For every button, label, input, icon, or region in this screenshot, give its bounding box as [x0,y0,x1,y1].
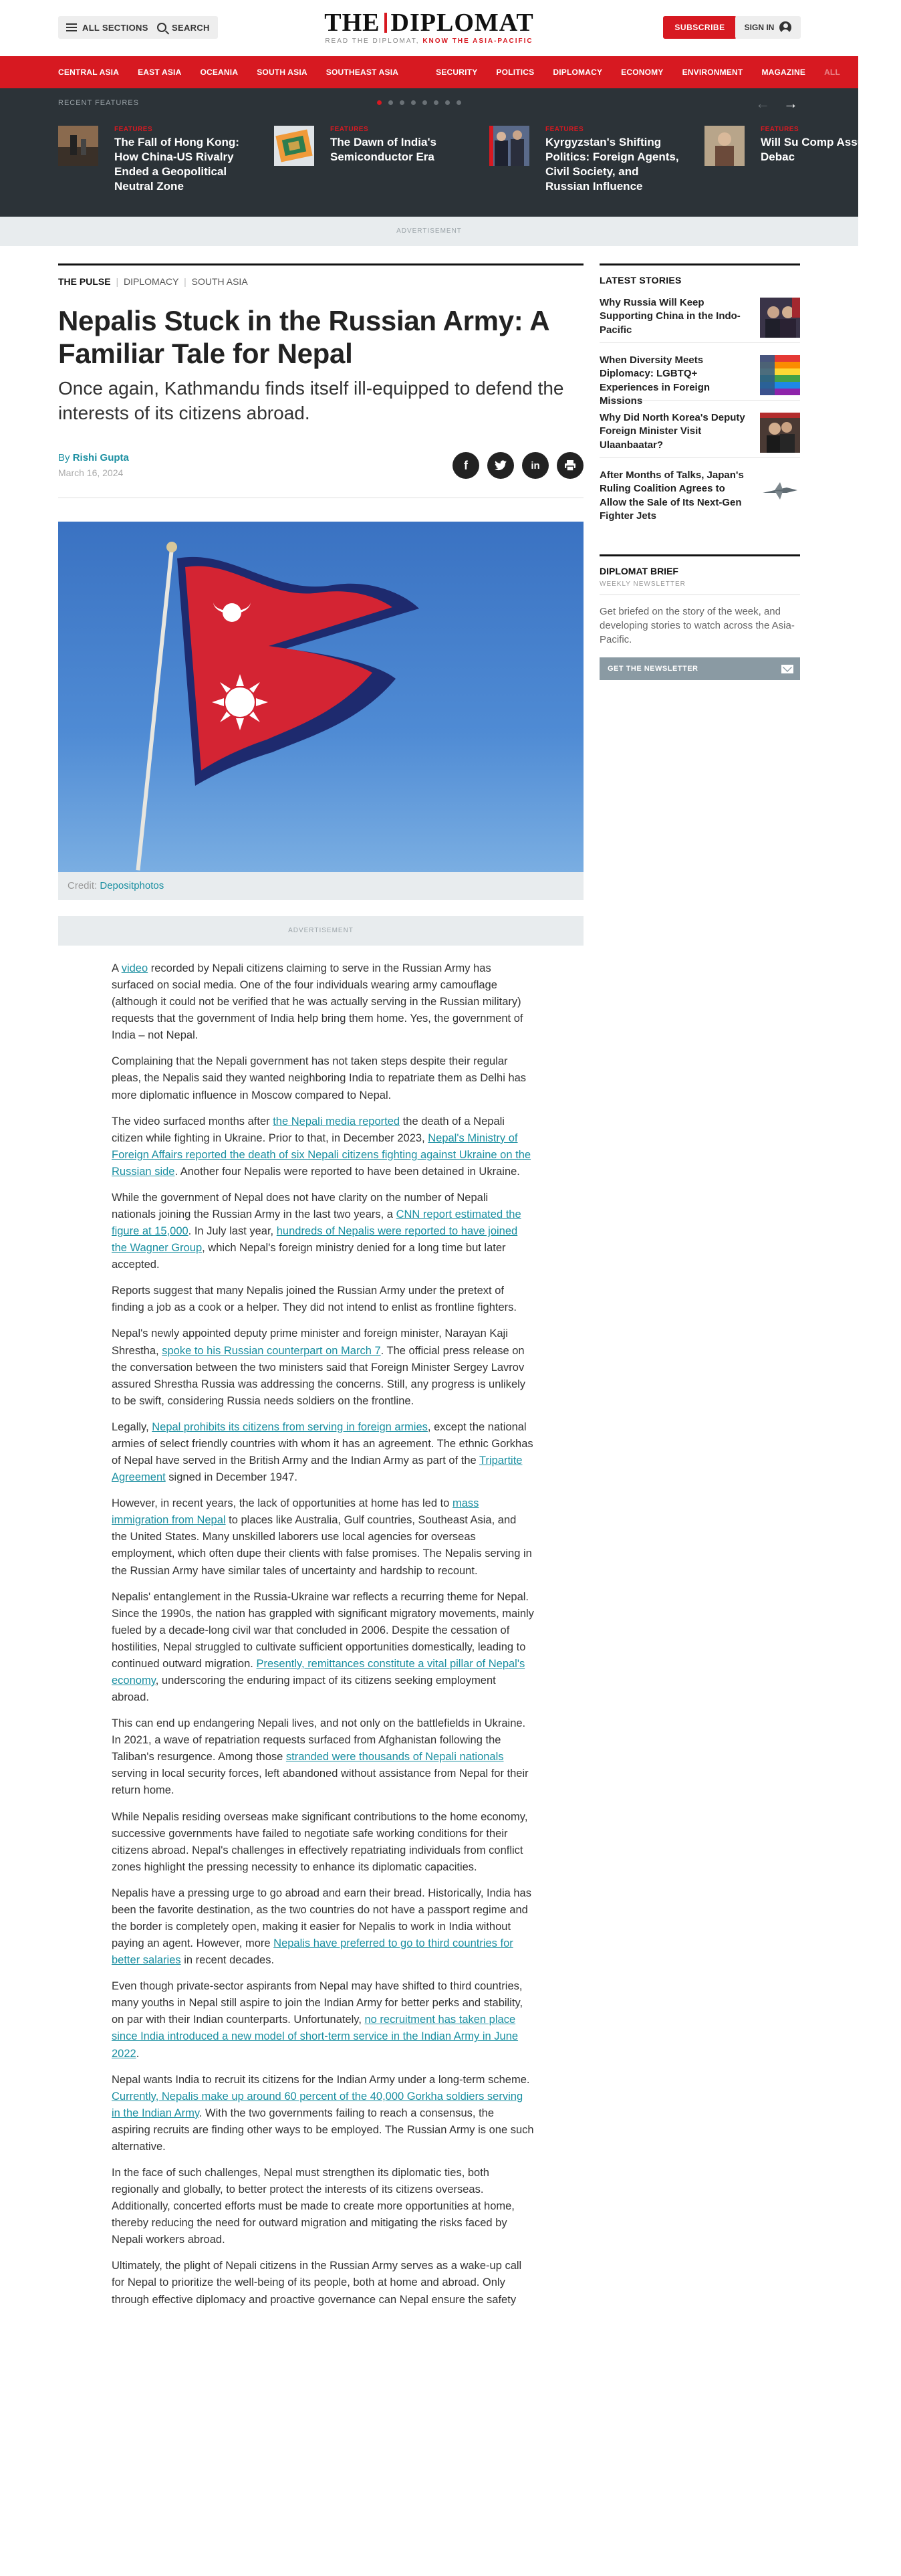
recent-features [0,88,875,217]
user-icon [779,21,791,33]
brief-subheading: WEEKLY NEWSLETTER [600,580,686,588]
nav-item-magazine[interactable]: MAGAZINE [761,68,806,77]
story-title[interactable]: After Months of Talks, Japan's Ruling Coalition Agrees to Allow the Sale of Its Next-Gen Fighter Jets [600,469,744,522]
feature-card[interactable] [704,126,898,206]
article-topics [58,263,584,287]
article-body [112,960,534,2318]
inline-link[interactable]: the Nepali media reported [273,1115,400,1128]
body-paragraph: Complaining that the Nepali government has not taken steps despite their regular pleas, the Nepalis said they wanted neighboring India to repatriate them as Delhi has more diplomatic influence in Moscow compared to Nepal. [112,1055,527,1101]
carousel-dot[interactable] [434,100,438,105]
print-icon[interactable] [557,452,584,479]
body-paragraph: However, in recent years, the lack of opportunities at home has led to mass immigration from Nepal to places like Australia, Gulf countries, Southeast Asia, and the United States. Many unskilled laborers use local agencies for overseas employment, which often dupe their clients with false promises. The Nepalis serving in the Russian Army have similar tales of uncertainty and hardship to recount. [112,1497,532,1577]
body-paragraph: Even though private-sector aspirants from Nepal may have shifted to third countries, many youths in Nepal still aspire to join the Indian Army for better perks and stability, on par with their Indian counterparts. Unfortunately, no recruitment has taken place since India introduced a new model of short-term service in the Indian Army in June 2022. [112,1980,523,2060]
section-link[interactable]: THE PULSE [58,276,111,287]
latest-story[interactable] [600,401,800,458]
body-paragraph: While Nepalis residing overseas make significant contributions to the home economy, successive governments have failed to negotiate safe working conditions for their citizens abroad. Nepal's challenges in effectively repatriating individuals from conflict zones highlight the pressing necessity to enhance its diplomatic capacities. [112,1810,528,1873]
inline-link[interactable]: no recruitment has taken place since India introduced a new model of short-term service in the Indian Army in June 2022 [112,2014,519,2060]
feature-title: The Fall of Hong Kong: How China-US Rivalry Ended a Geopolitical Neutral Zone [114,136,239,193]
author-link[interactable]: Rishi Gupta [72,452,129,464]
story-thumbnail [760,413,800,453]
tagline-accent: KNOW THE ASIA-PACIFIC [422,37,533,45]
feature-card[interactable] [489,126,683,206]
nav-item-security[interactable]: SECURITY [436,68,478,77]
story-thumbnail [760,298,800,338]
section-nav [0,56,858,88]
inline-link[interactable]: Tripartite Agreement [112,1455,523,1484]
nav-item-diplomacy[interactable]: DIPLOMACY [553,68,603,77]
nav-item-east-asia[interactable]: EAST ASIA [138,68,182,77]
inline-link[interactable]: stranded were thousands of Nepali nationals [285,1751,504,1763]
site-header [0,0,858,56]
body-paragraph: The video surfaced months after the Nepali media reported the death of a Nepali citizen while fighting in Ukraine. Prior to that, in December 2023, Nepal's Ministry of Foreign Affairs reported the death of six Nepali citizens fighting against Ukraine on the Russian side. Another four Nepalis were reported to have been detained in Ukraine. [112,1115,531,1178]
sign-in-label: SIGN IN [744,23,775,32]
nav-item-economy[interactable]: ECONOMY [621,68,664,77]
nav-item-central-asia[interactable]: CENTRAL ASIA [58,68,120,77]
story-title[interactable]: Why Russia Will Keep Supporting China in the Indo-Pacific [600,297,741,336]
sidebar [600,263,800,680]
body-paragraph: Reports suggest that many Nepalis joined the Russian Army under the pretext of finding a job as a cook or a helper. They did not intend to enlist as frontline fighters. [112,1285,517,1314]
search-label: SEARCH [172,22,210,33]
carousel-dots [377,100,461,105]
facebook-icon[interactable]: f [453,452,479,479]
feature-category: FEATURES [761,126,799,133]
mail-icon [781,665,793,673]
body-paragraph: A video recorded by Nepali citizens claiming to serve in the Russian Army has surfaced on social media. One of the four individuals wearing army camouflage (although it could not be verified that he was actually serving in the Russian military) requests that the government of India help bring them home. Yes, the government of India – not Nepal. [112,962,523,1042]
feature-category: FEATURES [330,126,369,133]
inline-ad: ADVERTISEMENT [58,916,584,946]
logo-text-left: THE [324,9,380,37]
carousel-dot[interactable] [388,100,393,105]
topic-tag-south-asia[interactable]: SOUTH ASIA [191,276,248,287]
body-paragraph: This can end up endangering Nepali lives, and not only on the battlefields in Ukraine. In 2021, a wave of repatriation requests surfaced from Afghanistan following the Taliban's resurgence. Among those stranded were thousands of Nepali nationals serving in local security forces, left abandoned without assistance from Nepal for their return home. [112,1717,529,1797]
body-paragraph: While the government of Nepal does not have clarity on the number of Nepali nationals joining the Russian Army in the last two years, a CNN report estimated the figure at 15,000. In July last year, hundreds of Nepalis were reported to have joined the Wagner Group, which Nepal's foreign ministry denied for a long time but later accepted. [112,1191,521,1271]
recent-features-label: RECENT FEATURES [58,99,139,107]
feature-title: The Dawn of India's Semiconductor Era [330,136,436,164]
inline-link[interactable]: hundreds of Nepalis were reported to have joined the Wagner Group [112,1225,518,1255]
feature-thumbnail [274,126,314,166]
carousel-dot[interactable] [377,100,382,105]
carousel-dot[interactable] [422,100,427,105]
sign-in-button[interactable] [735,16,801,39]
feature-category: FEATURES [114,126,153,133]
arrow-left-icon[interactable]: ← [755,95,770,112]
subscribe-button[interactable]: SUBSCRIBE [663,16,737,39]
topic-separator: | [184,276,186,287]
inline-link[interactable]: mass immigration from Nepal [112,1497,479,1527]
latest-story[interactable] [600,343,800,407]
image-credit [58,872,584,900]
inline-link[interactable]: Nepal's Ministry of Foreign Affairs reported the death of six Nepali citizens fighting against Ukraine on the Russian side [112,1132,531,1178]
feature-thumbnail [489,126,529,166]
story-title[interactable]: When Diversity Meets Diplomacy: LGBTQ+ Experiences in Foreign Missions [600,354,711,407]
carousel-dot[interactable] [457,100,461,105]
article-header [58,263,584,498]
publish-date: March 16, 2024 [58,467,124,479]
story-thumbnail [760,470,800,510]
inline-link[interactable]: video [121,962,148,974]
diplomat-brief [600,554,800,680]
share-buttons [453,452,584,479]
feature-card[interactable] [274,126,468,206]
credit-label: Credit: [68,880,98,891]
carousel-dot[interactable] [411,100,416,105]
linkedin-icon[interactable]: in [522,452,549,479]
body-paragraph: Ultimately, the plight of Nepali citizens in the Russian Army serves as a wake-up call for Nepal to prioritize the well-being of its people, both at home and abroad. Only through effective diplomacy and proactive governance can Nepal ensure the safety [112,2260,522,2306]
feature-title: Will Su Comp Assum Debac [761,136,875,164]
inline-link[interactable]: Currently, Nepalis make up around 60 percent of the 40,000 Gorkha soldiers serving in the Indian Army [112,2090,523,2119]
feature-thumbnail [58,126,98,166]
hero-image-nepal-flag [58,522,584,872]
nav-item-politics[interactable]: POLITICS [496,68,535,77]
inline-link[interactable]: Presently, remittances constitute a vital pillar of Nepal's economy [112,1657,525,1687]
credit-source-link[interactable]: Depositphotos [100,880,164,891]
article-headline: Nepalis Stuck in the Russian Army: A Familiar Tale for Nepal [58,305,549,370]
logo-divider [384,13,387,33]
body-paragraph: Nepalis have a pressing urge to go abroad and earn their bread. Historically, India has been the favorite destination, as the two countries do not have a passport regime and the border is completely open, making it easier for Nepalis to work in India without paying an agent. However, more Nepalis have preferred to go to third countries for better salaries in recent decades. [112,1887,531,1967]
body-paragraph: Nepal's newly appointed deputy prime minister and foreign minister, Narayan Kaji Shrestha, spoke to his Russian counterpart on March 7. The official press release on the conversation between the two ministers said that Foreign Minister Sergey Lavrov assured Shrestha Russia was addressing the concerns. Still, any progress is unlikely to be swift, considering Russia needs soldiers on the frontline. [112,1327,526,1407]
latest-story[interactable] [600,286,800,343]
byline-row [58,452,584,492]
feature-category: FEATURES [545,126,584,133]
carousel-dot[interactable] [445,100,450,105]
body-paragraph: Nepal wants India to recruit its citizens for the Indian Army under a long-term scheme. Currently, Nepalis make up around 60 percent of the 40,000 Gorkha soldiers serving in the Indian Army. With the two governments failing to reach a consensus, the aspiring recruits are finding other ways to be employed. The Russian Army is one such alternative. [112,2073,534,2153]
inline-link[interactable]: Nepal prohibits its citizens from serving in foreign armies [152,1420,428,1433]
inline-link[interactable]: spoke to his Russian counterpart on March 7 [162,1344,381,1357]
ad-banner: ADVERTISEMENT [0,217,858,246]
article-dek: Once again, Kathmandu finds itself ill-equipped to defend the interests of its citizens abroad. [58,378,564,423]
story-title[interactable]: Why Did North Korea's Deputy Foreign Minister Visit Ulaanbaatar? [600,412,745,451]
arrow-right-icon[interactable]: → [783,95,798,112]
feature-card[interactable] [58,126,252,206]
newsletter-label: GET THE NEWSLETTER [608,665,698,673]
nav-item-oceania[interactable]: OCEANIA [200,68,239,77]
nav-item-southeast-asia[interactable]: SOUTHEAST ASIA [326,68,399,77]
logo-text-right: DIPLOMAT [390,9,534,37]
latest-story[interactable] [600,458,800,537]
body-paragraph: Legally, Nepal prohibits its citizens from serving in foreign armies, except the national armies of select friendly countries with whom it has an agreement. The ethnic Gorkhas of Nepal have served in the British Army and the Indian Army as part of the Tripartite Agreement signed in December 1947. [112,1420,533,1484]
carousel-dot[interactable] [400,100,404,105]
carousel-arrows [755,95,798,112]
all-sections-label: ALL SECTIONS [82,22,148,33]
body-paragraph: Nepalis' entanglement in the Russia-Ukraine war reflects a recurring theme for Nepal. Since the 1990s, the nation has grappled with significant migratory movements, mainly fueled by a decade-long civil war that concluded in 2006. Despite the cessation of hostilities, Nepal struggled to cultivate sufficient opportunities domestically, leading to continued outward migration. Presently, remittances constitute a vital pillar of Nepal's economy, underscoring the enduring impact of its citizens seeking employment abroad. [112,1590,534,1704]
pole-finial [166,542,177,552]
nav-item-south-asia[interactable]: SOUTH ASIA [257,68,307,77]
topic-separator: | [116,276,119,287]
inline-link[interactable]: Nepalis have preferred to go to third countries for better salaries [112,1937,513,1967]
feature-thumbnail [704,126,745,166]
tagline-prefix: READ THE DIPLOMAT, [325,37,420,45]
story-thumbnail [760,355,800,395]
inline-link[interactable]: CNN report estimated the figure at 15,000 [112,1208,521,1238]
feature-title: Kyrgyzstan's Shifting Politics: Foreign Agents, Civil Society, and Russian Influence [545,136,679,193]
brief-description: Get briefed on the story of the week, and developing stories to watch across the Asia-Pacific. [600,606,795,645]
body-paragraph: In the face of such challenges, Nepal must strengthen its diplomatic ties, both regionally and globally, to better protect the interests of its citizens overseas. Additionally, concerted efforts must be made to create more opportunities at home, thereby reducing the need for outward migration and mitigating the risks faced by Nepali workers abroad. [112,2167,515,2246]
topic-tag-diplomacy[interactable]: DIPLOMACY [124,276,179,287]
nav-item-all[interactable]: ALL [824,68,840,77]
get-newsletter-button[interactable] [600,657,800,680]
nav-item-environment[interactable]: ENVIRONMENT [682,68,743,77]
byline-prefix: By [58,452,70,464]
latest-stories-heading: LATEST STORIES [600,263,800,286]
brief-heading: DIPLOMAT BRIEF [600,566,678,576]
twitter-icon[interactable] [487,452,514,479]
